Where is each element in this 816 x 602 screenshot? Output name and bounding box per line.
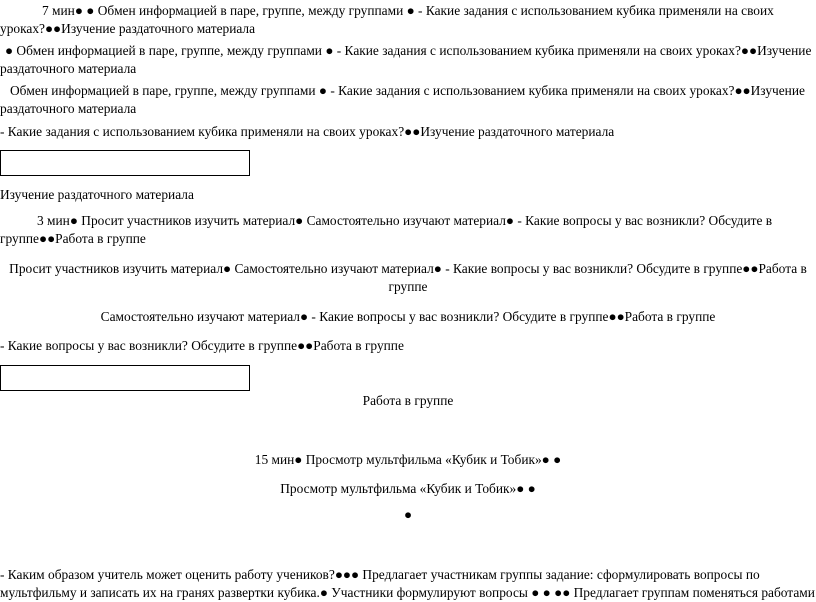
paragraph-asks-participants: Просит участников изучить материал● Самостоятельно изучают материал● - Какие вопросы у вас возникли? Обсудите в группе●●Работа в группе xyxy=(9,261,807,294)
bullet-mark: ● xyxy=(403,507,413,522)
paragraph-cube-tasks: - Какие задания с использованием кубика применяли на своих уроках?●●Изучение раздаточного материала xyxy=(0,124,615,139)
paragraph-questions: - Какие вопросы у вас возникли? Обсудите в группе●●Работа в группе xyxy=(0,338,404,353)
paragraph-15-min: 15 мин● Просмотр мультфильма «Кубик и Тобик»● ● xyxy=(254,452,562,467)
paragraph-exchange-info-2: Обмен информацией в паре, группе, между группами ● - Какие задания с использованием кубика применяли на своих уроках?●●Изучение раздаточного материала xyxy=(0,83,805,116)
paragraph-evaluation: - Каким образом учитель может оценить работу учеников?●●● Предлагает участникам группы задание: сформулировать вопросы по мультфильму и записать их на гранях развертки кубика.● Участники формулируют вопросы ● ● ●● Предлагает группам поменяться работами xyxy=(0,567,815,600)
paragraph-cartoon-view: Просмотр мультфильма «Кубик и Тобик»● ● xyxy=(280,481,536,496)
paragraph-handout-study: Изучение раздаточного материала xyxy=(0,187,194,202)
empty-cell-box-2 xyxy=(0,365,250,391)
paragraph-7-min: 7 мин● ● Обмен информацией в паре, группе, между группами ● - Какие задания с использованием кубика применяли на своих уроках?●●Изучение раздаточного материала xyxy=(0,3,774,36)
paragraph-self-study: Самостоятельно изучают материал● - Какие вопросы у вас возникли? Обсудите в группе●●Работа в группе xyxy=(100,309,716,324)
empty-cell-box xyxy=(0,150,250,176)
paragraph-3-min: 3 мин● Просит участников изучить материал● Самостоятельно изучают материал● - Какие вопросы у вас возникли? Обсудите в группе●●Работа в группе xyxy=(0,213,773,246)
paragraph-exchange-info: ● Обмен информацией в паре, группе, между группами ● - Какие задания с использованием кубика применяли на своих уроках?●●Изучение раздаточного материала xyxy=(0,43,812,76)
paragraph-group-work: Работа в группе xyxy=(362,393,454,408)
